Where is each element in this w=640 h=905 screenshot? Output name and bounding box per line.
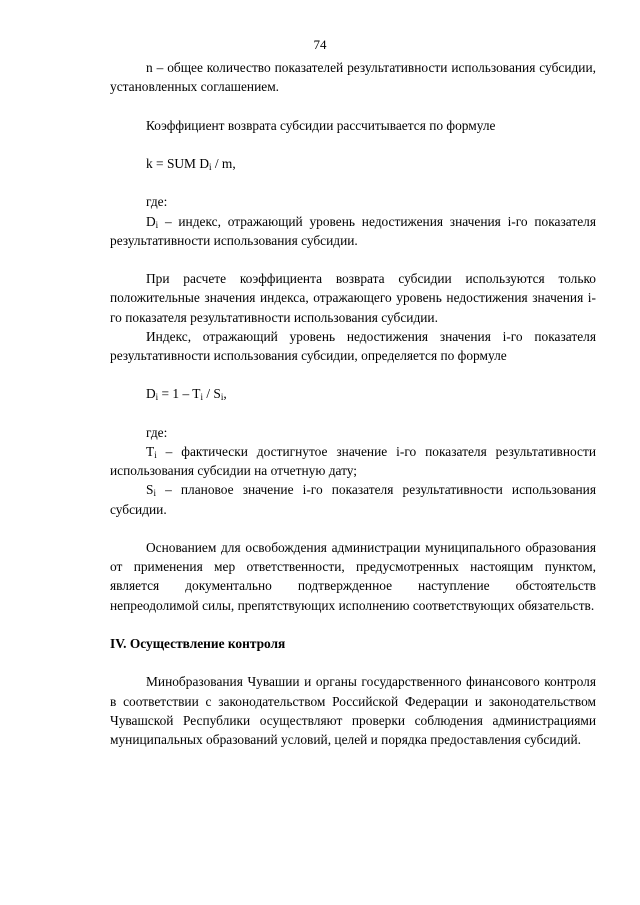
page-number: 74 [313,37,327,52]
paragraph-control: Минобразования Чувашии и органы государственного финансового контроля в соответствии с законодательством Российской Федерации и законодательством Чувашской Республики осуществляют проверки соблюдения администрациями муниципальных образований условий, целей и порядка предоставления субсидий. [110,674,596,747]
paragraph-n-definition: n – общее количество показателей результативности использования субсидии, установленных соглашением. [110,60,596,95]
paragraph-force-majeure: Основанием для освобождения администрации муниципального образования от применения мер ответственности, предусмотренных настоящим пунктом, является документально подтвержденное наступление обстоятельств непреодолимой силы, препятствующих исполнению соответствующих обязательств. [110,539,596,613]
definition-ti: $T_i$ – фактически достигнутое значение i-го показателя результативности использования субсидии на отчетную дату; [110,443,596,479]
formula-di: $D_i = 1 - T_i / S_i$, [146,386,227,403]
where-label-1: где: [146,194,168,210]
paragraph-positive-values: При расчете коэффициента возврата субсидии используются только положительные значения индекса, отражающего уровень недостижения значения i-го показателя результативности использования субсидии. [110,271,596,325]
document-body [110,58,596,749]
section-heading: IV. Осуществление контроля [110,635,286,651]
paragraph-formula-intro: Коэффициент возврата субсидии рассчитывается по формуле [146,117,496,133]
where-label-2: где: [146,424,168,440]
definition-si: $S_i$ – плановое значение i-го показателя результативности использования субсидии. [110,482,596,517]
formula-k: k = SUM $D_i$ / m, [146,155,236,172]
paragraph-index-intro: Индекс, отражающий уровень недостижения значения i-го показателя результативности использования субсидии, определяется по формуле [110,328,596,363]
definition-di: $D_i$ – индекс, отражающий уровень недостижения значения i-го показателя результативности использования субсидии. [110,213,596,248]
